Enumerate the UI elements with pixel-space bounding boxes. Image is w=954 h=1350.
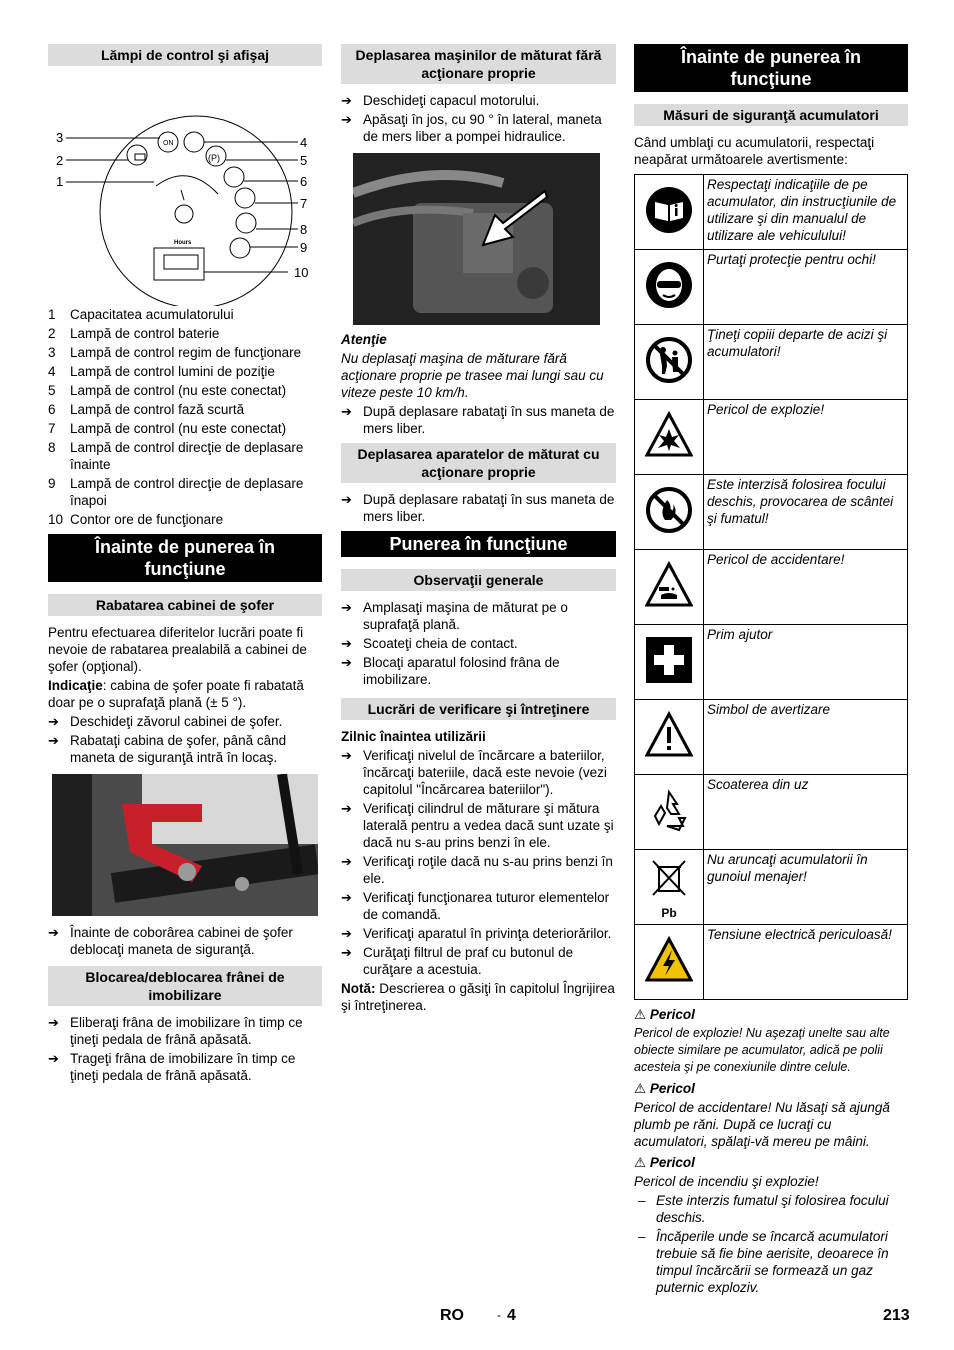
footer-local-page: 4 bbox=[507, 1307, 516, 1324]
warning-icon-cell bbox=[635, 325, 704, 400]
section-title-battery-safety: Măsuri de siguranţă acumulatori bbox=[634, 104, 908, 126]
cabin-lever-photo bbox=[52, 774, 318, 916]
callout-7: 7 bbox=[300, 196, 308, 211]
legend-number: 6 bbox=[48, 402, 56, 417]
warning-icon-cell bbox=[635, 625, 704, 700]
move-step-1: ➔ Deschideţi capacul motorului. bbox=[341, 92, 616, 109]
danger-label-1: Pericol bbox=[649, 1007, 695, 1022]
lamp-legend-item bbox=[48, 439, 322, 473]
warning-text: Pericol de accidentare! bbox=[704, 550, 908, 625]
warning-row bbox=[635, 175, 908, 250]
parking-lamp-label: (P) bbox=[208, 153, 220, 163]
lamp-legend-item bbox=[48, 511, 322, 528]
cabin-lever-illustration bbox=[52, 774, 318, 916]
note-label: Indicaţie bbox=[48, 678, 103, 693]
no-trash-icon bbox=[636, 855, 702, 907]
danger-label-3: Pericol bbox=[649, 1155, 695, 1170]
attention-text: Nu deplasaţi maşina de măturare fără acţionare proprie pe trasee mai lungi sau cu viteze peste 10 km/h. bbox=[341, 351, 604, 400]
callout-4: 4 bbox=[300, 135, 308, 150]
legend-text: Lampă de control (nu este conectat) bbox=[70, 421, 287, 436]
column-3 bbox=[634, 44, 908, 1298]
on-lamp-label: ON bbox=[163, 140, 174, 147]
footer-page-number: 213 bbox=[883, 1307, 910, 1324]
section-title-move-no-drive: Deplasarea maşinilor de măturat fără acţionare proprie bbox=[341, 44, 616, 84]
eye-protection-icon bbox=[636, 261, 702, 313]
callout-9: 9 bbox=[300, 240, 308, 255]
callout-1: 1 bbox=[56, 174, 64, 189]
big-title-before-start: Înainte de punerea în funcţiune bbox=[48, 534, 322, 582]
danger-dash-1: – Este interzis fumatul şi folosirea focului deschis. bbox=[634, 1192, 908, 1226]
danger-title-1 bbox=[634, 1006, 908, 1023]
daily-title: Zilnic înaintea utilizării bbox=[341, 729, 486, 744]
section-title-maintenance: Lucrări de verificare şi întreţinere bbox=[341, 698, 616, 720]
legend-text: Lampă de control direcţie de deplasare înainte bbox=[70, 440, 304, 472]
legend-number: 2 bbox=[48, 326, 56, 341]
move-step-3: ➔ După deplasare rabataţi în sus maneta de mers liber. bbox=[341, 403, 616, 437]
general-step-2: ➔ Scoateţi cheia de contact. bbox=[341, 635, 616, 652]
callout-2: 2 bbox=[56, 153, 64, 168]
daily-check-item: ➔ Verificaţi funcţionarea tuturor elementelor de comandă. bbox=[341, 889, 616, 923]
brake-step-2: ➔ Trageţi frâna de imobilizare în timp ce ţineţi pedala de frână apăsată. bbox=[48, 1050, 322, 1084]
warning-icon-cell bbox=[635, 925, 704, 1000]
legend-text: Capacitatea acumulatorului bbox=[70, 307, 234, 322]
note-label-2: Notă: bbox=[341, 981, 376, 996]
warning-icon-cell bbox=[635, 850, 704, 925]
tilt-cabin-paragraph: Pentru efectuarea diferitelor lucrări poate fi nevoie de rabatarea prealabilă a cabinei de şofer (opţional). bbox=[48, 625, 307, 674]
legend-number: 1 bbox=[48, 307, 56, 322]
battery-intro: Când umblaţi cu acumulatorii, respectaţi neapărat următoarele avertismente: bbox=[634, 135, 875, 167]
tilt-step-3: ➔ Înainte de coborârea cabinei de şofer deblocaţi maneta de siguranţă. bbox=[48, 924, 322, 958]
warning-row bbox=[635, 625, 908, 700]
warning-icon-cell bbox=[635, 175, 704, 250]
legend-text: Lampă de control lumini de poziţie bbox=[70, 364, 275, 379]
note-text: : cabina de şofer poate fi rabatată doar pe o suprafaţă plană (± 5 °). bbox=[48, 678, 304, 710]
hydraulic-pump-illustration bbox=[353, 153, 600, 325]
manual-icon bbox=[636, 186, 702, 238]
big-title-battery: Înainte de punerea în funcţiune bbox=[634, 44, 908, 92]
recycle-icon bbox=[636, 786, 702, 838]
warning-icon-cell bbox=[635, 475, 704, 550]
legend-number: 5 bbox=[48, 383, 56, 398]
daily-check-item: ➔ Curăţaţi filtrul de praf cu butonul de curăţare a acestuia. bbox=[341, 944, 616, 978]
daily-check-item: ➔ Verificaţi aparatul în privinţa deteriorărilor. bbox=[341, 925, 616, 942]
self-drive-step-1: ➔ După deplasare rabataţi în sus maneta de mers liber. bbox=[341, 491, 616, 525]
column-1 bbox=[48, 44, 322, 1086]
legend-text: Lampă de control regim de funcţionare bbox=[70, 345, 302, 360]
section-title-parking-brake: Blocarea/deblocarea frânei de imobilizare bbox=[48, 966, 322, 1006]
warning-text: Respectaţi indicaţiile de pe acumulator, din instrucţiunile de utilizare şi din manualul de utilizare ale vehiculului! bbox=[704, 175, 908, 250]
legend-number: 10 bbox=[48, 512, 64, 527]
section-title-move-self-drive: Deplasarea aparatelor de măturat cu acţionare proprie bbox=[341, 443, 616, 483]
maintenance-note bbox=[341, 980, 616, 1014]
warning-triangle-icon: ⚠ bbox=[634, 1081, 647, 1096]
warning-icon-cell bbox=[635, 700, 704, 775]
warning-text: Simbol de avertizare bbox=[704, 700, 908, 775]
danger-dash-2: – Încăperile unde se încarcă acumulatori trebuie să fie bine aerisite, deoarece în timpul încărcării se formează un gaz puternic exploziv. bbox=[634, 1228, 908, 1296]
lamp-legend-item bbox=[48, 475, 322, 509]
warning-text: Prim ajutor bbox=[704, 625, 908, 700]
dashboard-diagram-svg bbox=[48, 74, 322, 306]
warning-text: Pericol de explozie! bbox=[704, 400, 908, 475]
dashboard-diagram bbox=[48, 74, 322, 306]
legend-number: 3 bbox=[48, 345, 56, 360]
danger-title-3 bbox=[634, 1154, 908, 1171]
general-step-1: ➔ Amplasaţi maşina de măturat pe o suprafaţă plană. bbox=[341, 599, 616, 633]
lamp-legend-list bbox=[48, 306, 322, 528]
warning-icon-cell bbox=[635, 550, 704, 625]
tilt-step-2: ➔ Rabataţi cabina de şofer, până când maneta de siguranţă intră în locaş. bbox=[48, 732, 322, 766]
warning-row bbox=[635, 850, 908, 925]
danger-text-1: Pericol de explozie! Nu aşezaţi unelte sau alte obiecte similare pe acumulator, adică pe polii acesteia şi pe conexiunile dintre celule. bbox=[634, 1026, 890, 1074]
callout-10: 10 bbox=[294, 265, 309, 280]
section-title-general-notes: Observaţii generale bbox=[341, 569, 616, 591]
warning-icon bbox=[636, 711, 702, 763]
tilt-step-1: ➔ Deschideţi zăvorul cabinei de şofer. bbox=[48, 713, 322, 730]
explosion-icon bbox=[636, 411, 702, 463]
legend-text: Lampă de control baterie bbox=[70, 326, 220, 341]
lamp-legend-item bbox=[48, 306, 322, 323]
lamp-legend-item bbox=[48, 344, 322, 361]
move-step-2: ➔ Apăsaţi în jos, cu 90 ° în lateral, maneta de mers liber a pompei hidraulice. bbox=[341, 111, 616, 145]
callout-8: 8 bbox=[300, 222, 308, 237]
warning-text: Scoaterea din uz bbox=[704, 775, 908, 850]
danger-label-2: Pericol bbox=[649, 1081, 695, 1096]
no-children-icon bbox=[636, 336, 702, 388]
warning-row bbox=[635, 400, 908, 475]
danger-text-3: Pericol de incendiu şi explozie! bbox=[634, 1174, 819, 1189]
warning-text: Ţineţi copiii departe de acizi şi acumulatori! bbox=[704, 325, 908, 400]
hours-label: Hours bbox=[174, 240, 192, 246]
danger-title-2 bbox=[634, 1080, 908, 1097]
warning-row bbox=[635, 700, 908, 775]
daily-checks-list bbox=[341, 747, 616, 978]
footer-dash: - bbox=[497, 1308, 501, 1322]
lamp-legend-item bbox=[48, 382, 322, 399]
daily-check-item: ➔ Verificaţi roţile dacă nu s-au prins benzi în ele. bbox=[341, 853, 616, 887]
warning-row bbox=[635, 775, 908, 850]
warning-text: Tensiune electrică periculoasă! bbox=[704, 925, 908, 1000]
warning-icon-cell bbox=[635, 250, 704, 325]
warning-icon-cell bbox=[635, 400, 704, 475]
no-fire-icon bbox=[636, 486, 702, 538]
lead-symbol-label: Pb bbox=[661, 906, 677, 920]
legend-text: Contor ore de funcţionare bbox=[70, 512, 224, 527]
daily-check-item: ➔ Verificaţi nivelul de încărcare a bateriilor, încărcaţi bateriile, dacă este nevoie (vezi capitolul "Încărcarea bateriilor"). bbox=[341, 747, 616, 798]
daily-check-item: ➔ Verificaţi cilindrul de măturare şi mătura laterală pentru a vedea dacă sunt uzate şi dacă nu s-au prins benzi în ele. bbox=[341, 800, 616, 851]
lamp-legend-item bbox=[48, 401, 322, 418]
warning-row bbox=[635, 475, 908, 550]
legend-number: 8 bbox=[48, 440, 56, 455]
note-text-2: Descrierea o găsiţi în capitolul Îngrijirea şi întreţinerea. bbox=[341, 981, 615, 1013]
lamp-legend-item bbox=[48, 420, 322, 437]
callout-6: 6 bbox=[300, 174, 308, 189]
legend-text: Lampă de control fază scurtă bbox=[70, 402, 245, 417]
danger-text-2: Pericol de accidentare! Nu lăsaţi să ajungă plumb pe răni. După ce lucraţi cu acumulatori, spălaţi-vă mereu pe mâini. bbox=[634, 1100, 890, 1149]
lamp-legend-item bbox=[48, 325, 322, 342]
hydraulic-pump-photo bbox=[353, 153, 600, 325]
tilt-cabin-note bbox=[48, 677, 322, 711]
warning-text: Nu aruncaţi acumulatorii în gunoiul menajer! bbox=[704, 850, 908, 925]
legend-number: 9 bbox=[48, 476, 56, 491]
warning-row bbox=[635, 250, 908, 325]
warning-triangle-icon: ⚠ bbox=[634, 1007, 647, 1022]
callout-3: 3 bbox=[56, 130, 64, 145]
warning-row bbox=[635, 550, 908, 625]
callout-5: 5 bbox=[300, 153, 308, 168]
warning-text: Este interzisă folosirea focului deschis, provocarea de scântei şi fumatul! bbox=[704, 475, 908, 550]
footer-language: RO bbox=[440, 1307, 464, 1324]
warning-row bbox=[635, 925, 908, 1000]
warning-icon-cell bbox=[635, 775, 704, 850]
legend-text: Lampă de control (nu este conectat) bbox=[70, 383, 287, 398]
legend-text: Lampă de control direcţie de deplasare înapoi bbox=[70, 476, 304, 508]
warning-triangle-icon: ⚠ bbox=[634, 1155, 647, 1170]
brake-step-1: ➔ Eliberaţi frâna de imobilizare în timp ce ţineţi pedala de frână apăsată. bbox=[48, 1014, 322, 1048]
big-title-start-up: Punerea în funcţiune bbox=[341, 531, 616, 557]
attention-title: Atenţie bbox=[341, 332, 387, 347]
warning-row bbox=[635, 325, 908, 400]
battery-warnings-table bbox=[634, 174, 908, 1000]
section-title-tilt-cabin: Rabatarea cabinei de şofer bbox=[48, 594, 322, 616]
legend-number: 4 bbox=[48, 364, 56, 379]
column-2 bbox=[341, 44, 616, 1016]
legend-number: 7 bbox=[48, 421, 56, 436]
section-title-control-lamps: Lămpi de control şi afişaj bbox=[48, 44, 322, 66]
voltage-icon bbox=[636, 936, 702, 988]
corrosive-icon bbox=[636, 561, 702, 613]
first-aid-icon bbox=[636, 636, 702, 688]
lamp-legend-item bbox=[48, 363, 322, 380]
warning-text: Purtaţi protecţie pentru ochi! bbox=[704, 250, 908, 325]
general-step-3: ➔ Blocaţi aparatul folosind frâna de imobilizare. bbox=[341, 654, 616, 688]
